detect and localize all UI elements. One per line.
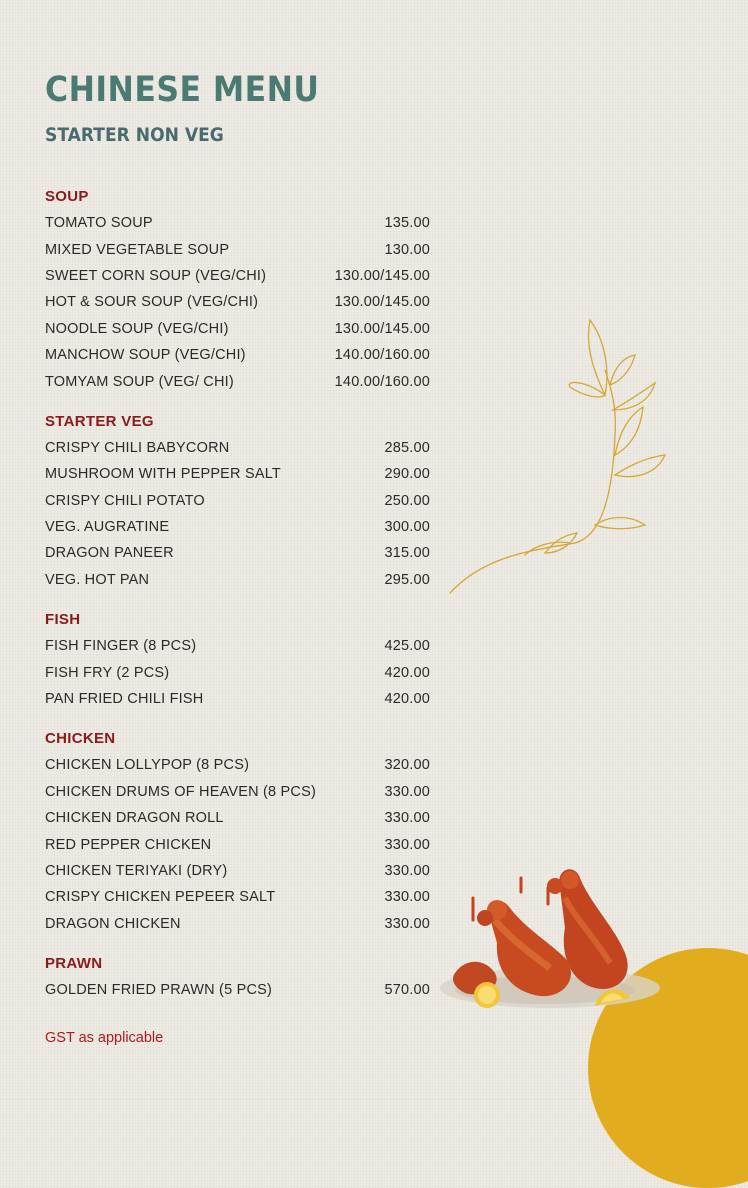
section-heading: FISH bbox=[45, 611, 81, 629]
menu-item bbox=[45, 236, 430, 262]
item-name: CHICKEN LOLLYPOP (8 PCS) bbox=[45, 757, 250, 774]
item-name: MANCHOW SOUP (VEG/CHI) bbox=[45, 347, 246, 364]
menu-item bbox=[45, 686, 430, 712]
item-name: CHICKEN DRUMS OF HEAVEN (8 PCS) bbox=[45, 783, 316, 800]
item-name: CRISPY CHILI POTATO bbox=[45, 492, 205, 509]
section-heading: STARTER VEG bbox=[45, 412, 154, 430]
menu-item bbox=[45, 289, 430, 315]
menu-item bbox=[45, 831, 430, 857]
item-name: TOMYAM SOUP (VEG/ CHI) bbox=[45, 373, 234, 390]
item-name: MIXED VEGETABLE SOUP bbox=[45, 241, 230, 258]
item-price: 250.00 bbox=[384, 492, 430, 509]
menu-item bbox=[45, 210, 430, 236]
item-name: NOODLE SOUP (VEG/CHI) bbox=[45, 320, 229, 337]
item-price: 300.00 bbox=[384, 519, 430, 536]
item-name: MUSHROOM WITH PEPPER SALT bbox=[45, 466, 281, 483]
item-price: 130.00/145.00 bbox=[334, 320, 430, 337]
item-name: GOLDEN FRIED PRAWN (5 PCS) bbox=[45, 982, 273, 999]
menu-item bbox=[45, 752, 430, 778]
menu-item bbox=[45, 633, 430, 659]
item-name: RED PEPPER CHICKEN bbox=[45, 836, 212, 853]
item-price: 330.00 bbox=[384, 915, 430, 932]
section-starter-veg bbox=[45, 409, 430, 593]
menu-item bbox=[45, 514, 430, 540]
menu-item bbox=[45, 488, 430, 514]
item-name: CRISPY CHICKEN PEPEER SALT bbox=[45, 889, 276, 906]
item-name: DRAGON PANEER bbox=[45, 545, 174, 562]
section-heading: SOUP bbox=[45, 188, 89, 205]
menu-item bbox=[45, 779, 430, 805]
menu-item bbox=[45, 805, 430, 831]
item-price: 315.00 bbox=[384, 545, 430, 562]
item-price: 330.00 bbox=[384, 836, 430, 853]
item-price: 330.00 bbox=[384, 863, 430, 879]
menu-item bbox=[45, 659, 430, 685]
menu-item bbox=[45, 342, 430, 368]
item-price: 135.00 bbox=[384, 215, 430, 232]
item-price: 290.00 bbox=[384, 466, 430, 483]
item-name: CHICKEN TERIYAKI (DRY) bbox=[45, 863, 228, 879]
item-price: 425.00 bbox=[384, 638, 430, 655]
section-prawn bbox=[45, 951, 430, 1003]
menu-item bbox=[45, 263, 430, 289]
item-price: 330.00 bbox=[384, 783, 430, 800]
leaf-sprig-illustration bbox=[445, 315, 670, 595]
section-soup bbox=[45, 184, 430, 395]
menu-item bbox=[45, 977, 430, 1003]
item-price: 420.00 bbox=[384, 664, 430, 681]
menu-item bbox=[45, 461, 430, 487]
item-price: 140.00/160.00 bbox=[334, 373, 430, 390]
item-price: 570.00 bbox=[384, 982, 430, 999]
item-name: DRAGON CHICKEN bbox=[45, 915, 181, 932]
section-fish bbox=[45, 607, 430, 712]
menu-item bbox=[45, 435, 430, 461]
item-price: 330.00 bbox=[384, 810, 430, 827]
item-name: PAN FRIED CHILI FISH bbox=[45, 691, 204, 708]
menu-item bbox=[45, 368, 430, 394]
menu-item bbox=[45, 911, 430, 937]
menu-subtitle: STARTER NON VEG bbox=[45, 124, 224, 146]
item-price: 420.00 bbox=[384, 691, 430, 708]
item-price: 330.00 bbox=[384, 889, 430, 906]
item-name: VEG. AUGRATINE bbox=[45, 519, 170, 536]
menu-item bbox=[45, 316, 430, 342]
item-name: SWEET CORN SOUP (VEG/CHI) bbox=[45, 267, 267, 284]
item-price: 295.00 bbox=[384, 571, 430, 588]
item-name: CRISPY CHILI BABYCORN bbox=[45, 439, 230, 456]
menu-item bbox=[45, 858, 430, 884]
section-heading: PRAWN bbox=[45, 954, 103, 972]
item-name: VEG. HOT PAN bbox=[45, 571, 150, 588]
section-chicken bbox=[45, 726, 430, 937]
section-heading: CHICKEN bbox=[45, 730, 116, 748]
item-name: FISH FINGER (8 PCS) bbox=[45, 638, 197, 655]
menu-list bbox=[45, 184, 430, 1017]
item-price: 130.00 bbox=[384, 241, 430, 258]
item-name: TOMATO SOUP bbox=[45, 215, 153, 232]
item-name: CHICKEN DRAGON ROLL bbox=[45, 810, 224, 827]
menu-item bbox=[45, 567, 430, 593]
item-price: 285.00 bbox=[384, 439, 430, 456]
item-name: HOT & SOUR SOUP (VEG/CHI) bbox=[45, 294, 259, 311]
item-name: FISH FRY (2 PCS) bbox=[45, 664, 170, 681]
item-price: 130.00/145.00 bbox=[334, 294, 430, 311]
menu-item bbox=[45, 540, 430, 566]
fried-chicken-drumsticks-illustration bbox=[425, 858, 675, 1028]
item-price: 130.00/145.00 bbox=[334, 267, 430, 284]
gst-note: GST as applicable bbox=[45, 1030, 164, 1046]
menu-item bbox=[45, 884, 430, 910]
menu-title: CHINESE MENU bbox=[45, 70, 320, 110]
item-price: 320.00 bbox=[384, 757, 430, 774]
item-price: 140.00/160.00 bbox=[334, 347, 430, 364]
